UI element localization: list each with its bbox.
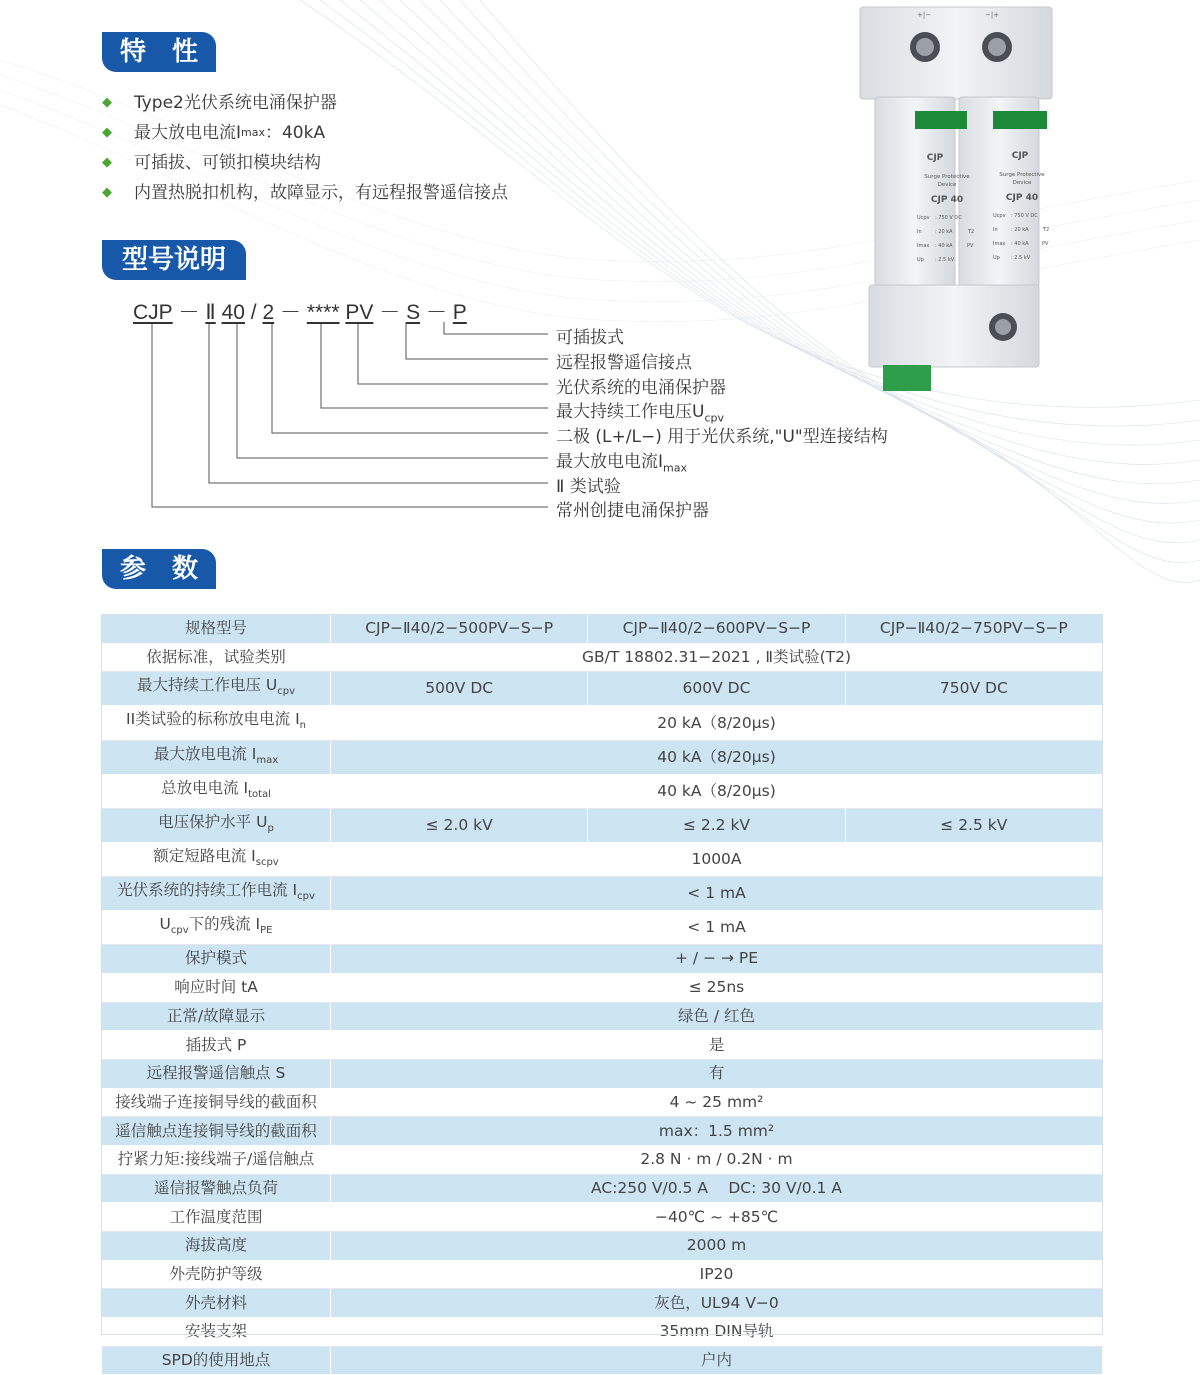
table-row — [102, 1002, 1103, 1031]
row-value-cell: ≤ 2.5 kV — [845, 808, 1102, 842]
row-label: 额定短路电流 I — [153, 846, 256, 865]
spec-val: : 2.5 kV — [1011, 255, 1031, 261]
explain-sub: cpv — [704, 411, 724, 425]
row-value-cell: ≤ 2.2 kV — [588, 808, 845, 842]
table-row — [102, 1117, 1103, 1146]
code-part-imax: 40 — [221, 301, 245, 324]
feature-item — [102, 178, 508, 208]
row-label: 插拔式 P — [185, 1035, 247, 1054]
product-line2-right: Device — [1012, 180, 1032, 186]
row-label-cell — [102, 973, 331, 1002]
explain-text: 远程报警遥信接点 — [556, 353, 692, 373]
code-part-voltage: **** — [306, 301, 340, 324]
row-label-cell — [102, 1203, 331, 1232]
table-row — [102, 643, 1103, 672]
row-label-sub: total — [248, 788, 271, 800]
row-label-cell — [102, 672, 331, 706]
feature-after: ：40kA — [264, 123, 326, 143]
row-value-cell: IP20 — [331, 1260, 1103, 1289]
explain-text: 最大放电电流I — [556, 452, 664, 472]
table-row — [102, 1088, 1103, 1117]
spec-key: Ucpv — [993, 213, 1006, 219]
spec-val: : 40 kA — [935, 243, 953, 249]
product-line1-left: Surge Protective — [924, 174, 970, 180]
table-row — [102, 1203, 1103, 1232]
table-row — [102, 1232, 1103, 1261]
model-title: 型号说明 — [102, 240, 246, 280]
row-label-cell — [102, 1174, 331, 1203]
table-row — [102, 1346, 1103, 1375]
code-part-pv: PV — [345, 301, 374, 324]
row-label-cell — [102, 1002, 331, 1031]
diamond-bullet-icon: ◆ — [102, 155, 112, 170]
brand-logo-left: CJP — [926, 153, 944, 163]
row-label: 保护模式 — [184, 949, 247, 968]
brand-logo-right: CJP — [1011, 151, 1029, 161]
row-label-cell — [102, 808, 331, 842]
feature-sub: max — [241, 126, 265, 139]
row-label-sub: cpv — [277, 686, 296, 698]
diamond-bullet-icon: ◆ — [102, 185, 112, 200]
row-label: 电压保护水平 U — [158, 812, 268, 831]
product-line1-right: Surge Protective — [999, 172, 1045, 178]
header-model-cell: CJP−Ⅱ40/2−750PV−S−P — [845, 615, 1102, 644]
row-label-sub: PE — [260, 925, 273, 937]
product-image — [855, 5, 1065, 395]
table-row — [102, 1289, 1103, 1318]
row-label: 远程报警遥信触点 S — [146, 1064, 286, 1083]
table-row — [102, 1145, 1103, 1174]
row-label: U — [159, 915, 171, 934]
row-label-cell — [102, 945, 331, 974]
spec-val: : 750 V DC — [1011, 213, 1038, 219]
row-value-cell: 35mm DIN导轨 — [331, 1318, 1103, 1347]
row-value-cell: 灰色，UL94 V−0 — [331, 1289, 1103, 1318]
params-title: 参 数 — [102, 549, 216, 589]
table-row — [102, 1260, 1103, 1289]
row-value-cell: 750V DC — [845, 672, 1102, 706]
code-part-cjp: CJP — [133, 301, 173, 324]
feature-text: 内置热脱扣机构，故障显示，有远程报警遥信接点 — [134, 183, 508, 203]
explain-item — [556, 348, 692, 373]
terminal-label-right: −|+ — [985, 11, 1000, 19]
table-row — [102, 808, 1103, 842]
explain-item — [556, 397, 724, 424]
row-label-sub: n — [299, 720, 306, 732]
row-value-cell: −40℃ ~ +85℃ — [331, 1203, 1103, 1232]
table-row — [102, 973, 1103, 1002]
diamond-bullet-icon: ◆ — [102, 125, 112, 140]
spec-key: Ucpv — [917, 215, 930, 221]
product-line2-left: Device — [937, 182, 957, 188]
row-label: 安装支架 — [184, 1322, 247, 1341]
spec-val: : 2.5 kV — [935, 257, 955, 263]
code-part-p: P — [452, 301, 467, 324]
row-label-sub: cpv — [297, 891, 315, 903]
code-dash: － — [178, 301, 200, 324]
table-row — [102, 706, 1103, 740]
row-label-sub: scpv — [255, 856, 279, 868]
row-value-cell: + / − → PE — [331, 945, 1103, 974]
row-label-cell — [102, 1059, 331, 1088]
code-dash: － — [279, 301, 301, 324]
row-label-after: 下的残流 I — [188, 915, 261, 934]
row-label-cell — [102, 643, 331, 672]
row-label-cell — [102, 1117, 331, 1146]
feature-item — [102, 118, 508, 148]
product-model-right: CJP 40 — [1005, 193, 1039, 203]
row-value-cell: 600V DC — [588, 672, 845, 706]
row-value-cell: ≤ 2.0 kV — [331, 808, 588, 842]
row-value-cell: 2.8 N · m / 0.2N · m — [331, 1145, 1103, 1174]
row-label-cell — [102, 706, 331, 740]
row-value-cell: < 1 mA — [331, 911, 1103, 945]
row-value-cell: 是 — [331, 1031, 1103, 1060]
code-dash: － — [425, 301, 447, 324]
row-label-cell — [102, 774, 331, 808]
spec-val: : 20 kA — [1011, 227, 1029, 233]
header-model-cell: CJP−Ⅱ40/2−500PV−S−P — [331, 615, 588, 644]
explain-text: 常州创捷电涌保护器 — [556, 501, 709, 521]
spec-t2: T2 — [1043, 227, 1050, 233]
row-label: 正常/故障显示 — [166, 1006, 266, 1025]
code-dash: － — [379, 301, 401, 324]
row-label-sub: max — [256, 754, 279, 766]
row-label: 响应时间 tA — [174, 978, 258, 997]
code-slash: / — [250, 301, 257, 324]
row-value-cell: 1000A — [331, 842, 1103, 876]
table-row — [102, 1318, 1103, 1347]
row-value-cell: 2000 m — [331, 1232, 1103, 1261]
explain-text: 二极 (L+/L−) 用于光伏系统,"U"型连接结构 — [556, 427, 888, 447]
row-label: 接线端子连接铜导线的截面积 — [115, 1092, 317, 1111]
table-header-row — [102, 615, 1103, 644]
diamond-bullet-icon: ◆ — [102, 95, 112, 110]
row-label-cell — [102, 1031, 331, 1060]
row-value-cell: GB/T 18802.31−2021 , Ⅱ类试验(T2) — [331, 643, 1103, 672]
table-row — [102, 774, 1103, 808]
spec-t2: T2 — [968, 229, 975, 235]
status-window-left — [915, 111, 967, 129]
explain-sub: max — [663, 461, 687, 475]
spec-pv: PV — [1042, 241, 1049, 247]
table-row — [102, 876, 1103, 910]
row-label: 拧紧力矩:接线端子/遥信触点 — [117, 1150, 315, 1169]
row-label-cell — [102, 911, 331, 945]
spec-key: In — [993, 227, 998, 233]
row-label-cell — [102, 876, 331, 910]
explain-text: 可插拔式 — [556, 328, 624, 348]
spec-val: : 20 kA — [935, 229, 953, 235]
explain-item — [556, 323, 624, 348]
row-label: SPD的使用地点 — [161, 1351, 271, 1370]
table-row — [102, 842, 1103, 876]
row-label-cell — [102, 1346, 331, 1375]
feature-text: Type2光伏系统电涌保护器 — [134, 93, 337, 113]
feature-text: 可插拔、可锁扣模块结构 — [134, 153, 321, 173]
row-label-cell — [102, 1289, 331, 1318]
row-label: 光伏系统的持续工作电流 I — [117, 880, 298, 899]
explain-text: Ⅱ 类试验 — [556, 477, 621, 497]
feature-item — [102, 148, 508, 178]
row-label: 外壳材料 — [184, 1293, 247, 1312]
row-label: 遥信触点连接铜导线的截面积 — [115, 1121, 317, 1140]
row-value-cell: 40 kA（8/20μs) — [331, 740, 1103, 774]
product-model-left: CJP 40 — [930, 195, 964, 205]
spec-pv: PV — [967, 243, 974, 249]
row-label-sub: p — [267, 822, 274, 834]
model-code — [133, 296, 467, 326]
table-row — [102, 1031, 1103, 1060]
terminal-label-left: +|− — [917, 11, 932, 19]
row-label-cell — [102, 1318, 331, 1347]
table-row — [102, 945, 1103, 974]
explain-item — [556, 447, 687, 474]
row-label: II类试验的标称放电电流 I — [126, 710, 300, 729]
features-list — [102, 88, 508, 208]
row-value-cell: 4 ~ 25 mm² — [331, 1088, 1103, 1117]
header-label-cell: 规格型号 — [102, 615, 331, 644]
explain-text: 最大持续工作电压U — [556, 402, 705, 422]
row-label: 工作温度范围 — [169, 1207, 263, 1226]
spec-val: : 40 kA — [1011, 241, 1029, 247]
table-row — [102, 740, 1103, 774]
explain-item — [556, 422, 888, 447]
row-label: 海拔高度 — [184, 1236, 247, 1255]
explain-item — [556, 472, 621, 497]
row-value-cell: max：1.5 mm² — [331, 1117, 1103, 1146]
row-label-cell — [102, 1145, 331, 1174]
features-title: 特 性 — [102, 32, 216, 72]
code-part-class: Ⅱ — [205, 301, 216, 324]
row-value-cell: 500V DC — [331, 672, 588, 706]
row-label-cell — [102, 740, 331, 774]
explain-item — [556, 373, 726, 398]
table-row — [102, 672, 1103, 706]
row-label: 最大持续工作电压 U — [136, 676, 278, 695]
row-value-cell: 20 kA（8/20μs) — [331, 706, 1103, 740]
row-label-cell — [102, 842, 331, 876]
table-row — [102, 1174, 1103, 1203]
spec-key: Imax — [993, 241, 1006, 247]
spec-key: In — [917, 229, 922, 235]
feature-item — [102, 88, 508, 118]
row-label-cell — [102, 1260, 331, 1289]
row-value-cell: AC:250 V/0.5 A DC: 30 V/0.1 A — [331, 1174, 1103, 1203]
row-label: 依据标准，试验类别 — [146, 648, 286, 667]
status-window-right — [993, 111, 1047, 129]
spec-val: : 750 V DC — [935, 215, 962, 221]
row-value-cell: 户内 — [331, 1346, 1103, 1375]
table-row — [102, 911, 1103, 945]
table-row — [102, 1059, 1103, 1088]
row-label-cell — [102, 1232, 331, 1261]
code-part-s: S — [406, 301, 421, 324]
row-label: 总放电电流 I — [161, 778, 249, 797]
row-label: 遥信报警触点负荷 — [153, 1178, 278, 1197]
row-value-cell: 40 kA（8/20μs) — [331, 774, 1103, 808]
row-value-cell: 有 — [331, 1059, 1103, 1088]
feature-text: 最大放电电流I — [134, 123, 242, 143]
explain-item — [556, 496, 709, 521]
green-connector — [883, 365, 931, 391]
params-table — [101, 614, 1103, 1375]
spec-key: Imax — [917, 243, 930, 249]
row-value-cell: ≤ 25ns — [331, 973, 1103, 1002]
spec-key: Up — [917, 257, 924, 263]
row-label-cell — [102, 1088, 331, 1117]
code-part-poles: 2 — [262, 301, 275, 324]
explain-text: 光伏系统的电涌保护器 — [556, 378, 726, 398]
header-model-cell: CJP−Ⅱ40/2−600PV−S−P — [588, 615, 845, 644]
row-value-cell: < 1 mA — [331, 876, 1103, 910]
spec-key: Up — [993, 255, 1000, 261]
row-value-cell: 绿色 / 红色 — [331, 1002, 1103, 1031]
row-label-sub: cpv — [170, 925, 189, 937]
row-label: 最大放电电流 I — [153, 744, 257, 763]
row-label: 外壳防护等级 — [169, 1265, 263, 1284]
